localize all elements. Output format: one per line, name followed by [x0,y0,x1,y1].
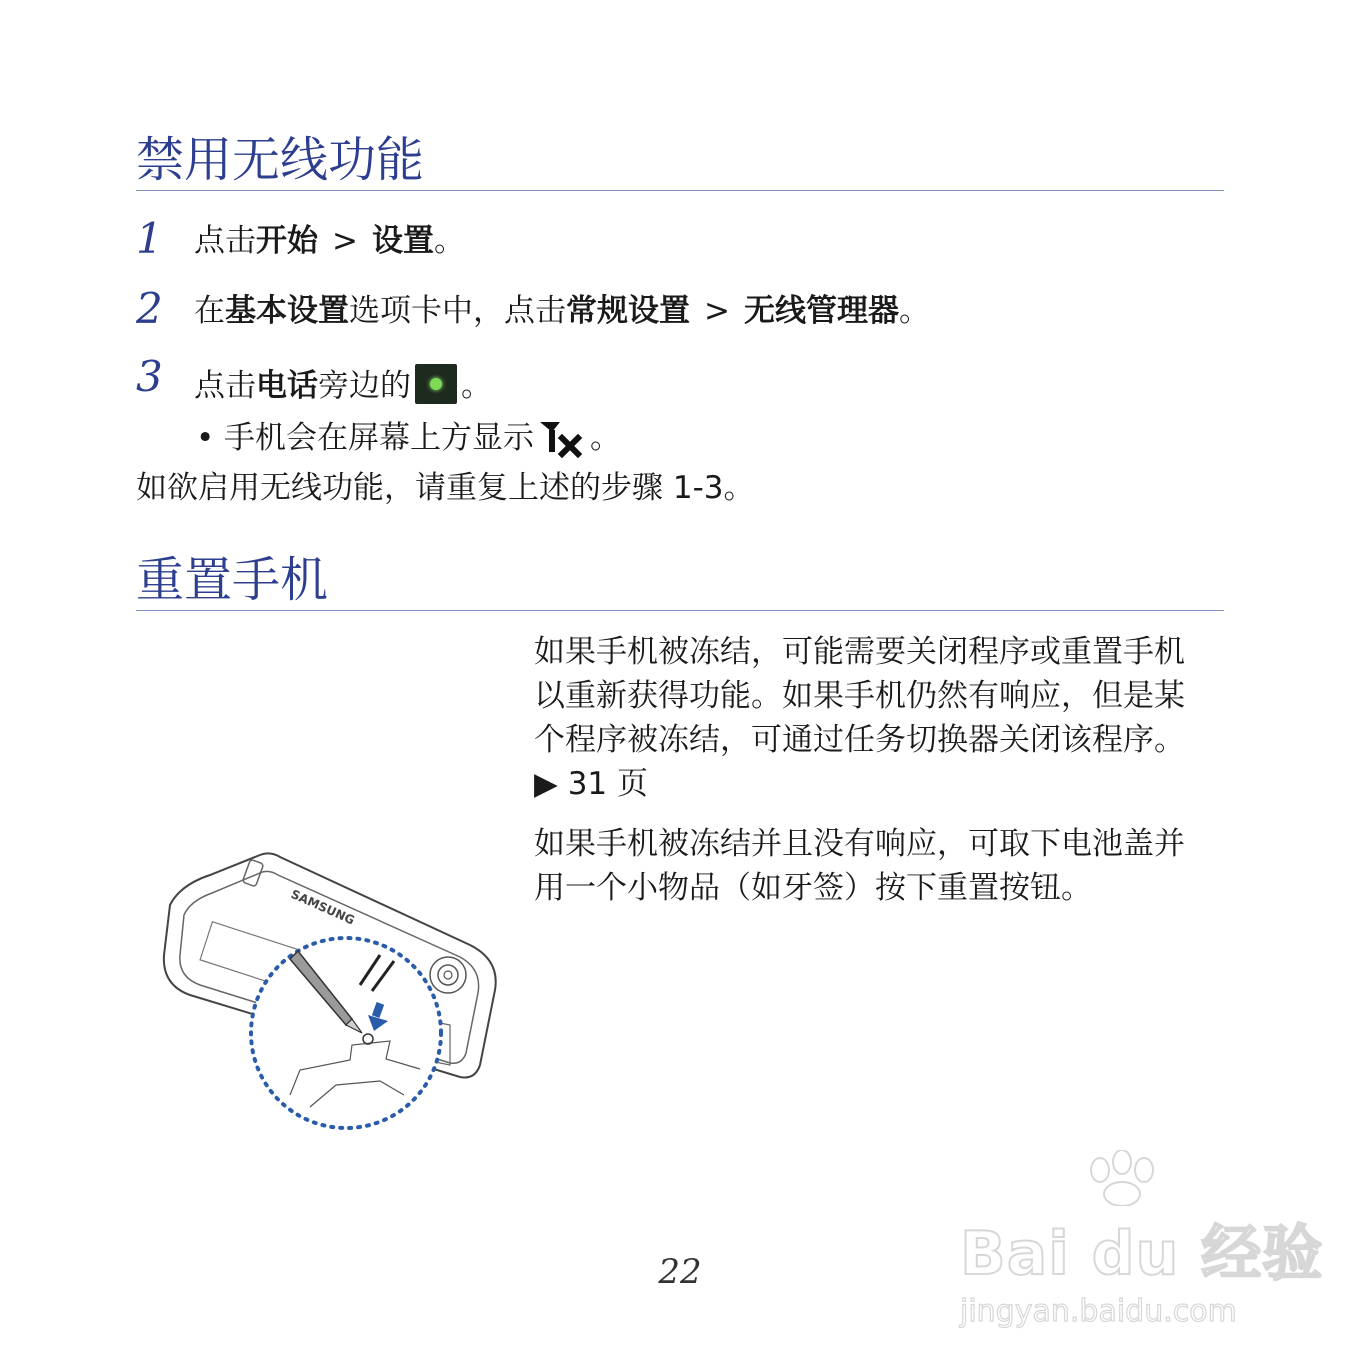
punctuation: 。 [898,293,930,329]
punctuation: 。 [433,223,465,259]
tab-basic-settings: 基本设置 [225,293,349,329]
watermark-logo-text: Bai du 经验 [960,1219,1324,1289]
reset-paragraph-1: 如果手机被冻结，可能需要关闭程序或重置手机以重新获得功能。如果手机仍然有响应，但是某个程序被冻结，可通过任务切换器关闭该程序。▶ 31 页 [534,634,1185,802]
wireless-toggle-icon [415,364,457,404]
menu-settings: 设置 [371,223,434,259]
section-title-reset-phone: 重置手机 [136,556,1224,611]
watermark [960,1150,1323,1329]
step-text-plain: 点击 [194,223,256,259]
watermark-url: jingyan.baidu.com [960,1294,1237,1329]
step-text-plain: 选项卡中，点击 [349,293,566,329]
step-number: 1 [136,214,163,263]
step-number: 3 [136,352,163,401]
no-signal-icon [538,418,586,458]
step-text-plain: 旁边的 [318,368,411,404]
section-title-disable-wireless: 禁用无线功能 [136,136,1224,191]
reset-paragraph-2: 如果手机被冻结并且没有响应，可取下电池盖并用一个小物品（如牙签）按下重置按钮。 [534,826,1185,906]
menu-general-settings: 常规设置 [566,293,690,329]
punctuation: 。 [590,420,621,456]
separator: > [704,293,730,329]
step-text-plain: 在 [194,293,225,329]
magnifier-circle [251,938,441,1128]
menu-start: 开始 [256,223,318,259]
separator: > [332,223,358,259]
step-text [194,293,930,329]
step-number: 2 [136,284,163,333]
menu-wireless-manager: 无线管理器 [743,293,899,329]
paw-logo-icon [1070,1150,1170,1206]
bullet-item [196,412,621,458]
bullet-dot: • [196,420,215,456]
step-text [194,223,465,259]
step-text [194,364,492,404]
samsung-logo: SAMSUNG [288,886,357,928]
bullet-text: 手机会在屏幕上方显示 [224,420,534,456]
step-text-plain: 点击 [194,368,256,404]
enable-wireless-note: 如欲启用无线功能，请重复上述的步骤 1-3。 [136,470,755,506]
item-phone: 电话 [256,368,318,404]
punctuation: 。 [461,368,492,404]
page-number: 22 [658,1252,702,1292]
phone-reset-illustration [150,845,520,1145]
